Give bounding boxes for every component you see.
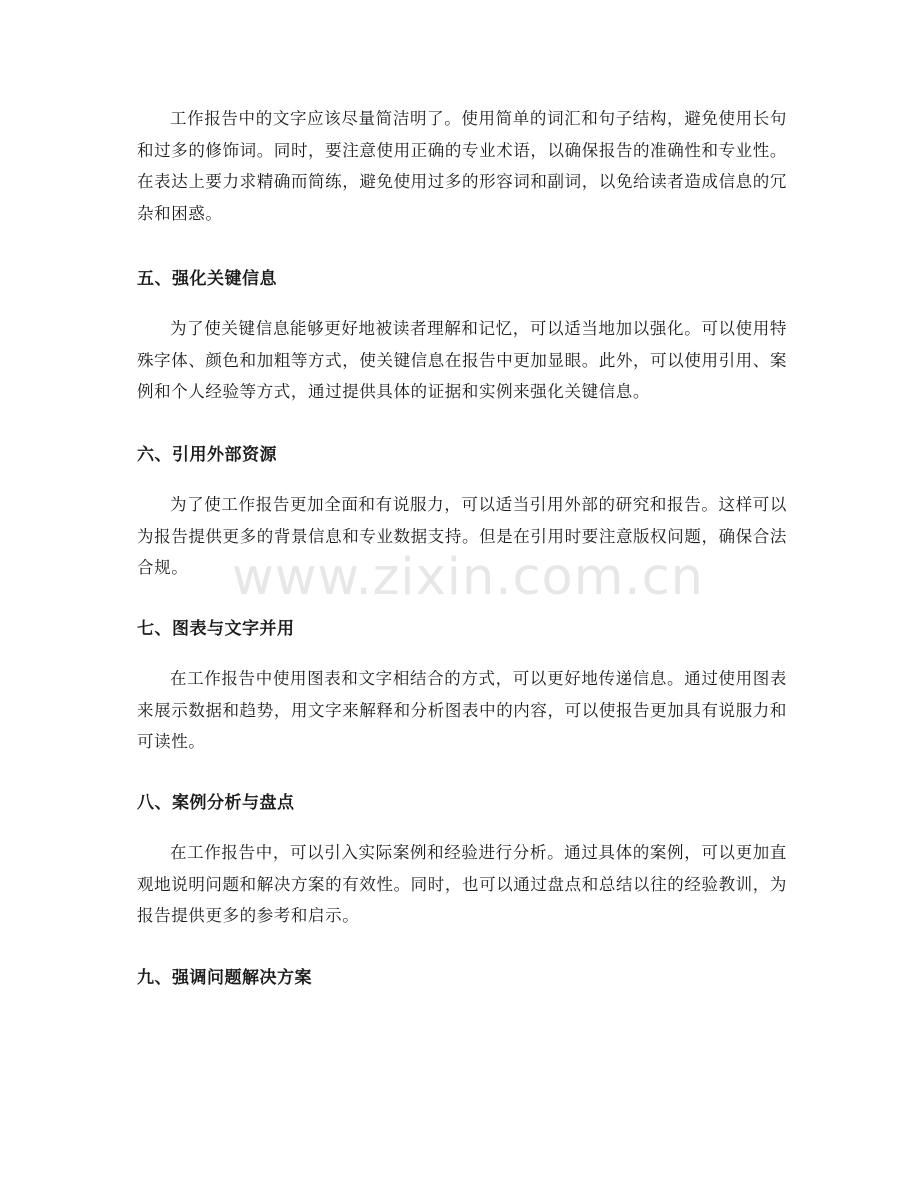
heading-section-9: 九、强调问题解决方案 xyxy=(137,968,312,988)
paragraph-section-6: 为了使工作报告更加全面和有说服力，可以适当引用外部的研究和报告。这样可以为报告提供更多的背景信息和专业数据支持。但是在引用时要注意版权问题，确保合法合规。 xyxy=(137,495,787,577)
paragraph-concise-writing: 工作报告中的文字应该尽量简洁明了。使用简单的词汇和句子结构，避免使用长句和过多的修饰词。同时，要注意使用正确的专业术语，以确保报告的准确性和专业性。在表达上要力求精确而简练，避免使用过多的形容词和副词，以免给读者造成信息的冗杂和困惑。 xyxy=(137,109,787,223)
paragraph-section-8: 在工作报告中，可以引入实际案例和经验进行分析。通过具体的案例，可以更加直观地说明问题和解决方案的有效性。同时，也可以通过盘点和总结以往的经验教训，为报告提供更多的参考和启示。 xyxy=(137,843,787,925)
paragraph-section-7: 在工作报告中使用图表和文字相结合的方式，可以更好地传递信息。通过使用图表来展示数据和趋势，用文字来解释和分析图表中的内容，可以使报告更加具有说服力和可读性。 xyxy=(137,669,787,751)
heading-section-6: 六、引用外部资源 xyxy=(137,445,277,465)
heading-section-8: 八、案例分析与盘点 xyxy=(137,793,295,813)
heading-section-5: 五、强化关键信息 xyxy=(137,269,277,289)
heading-section-7: 七、图表与文字并用 xyxy=(137,619,295,639)
paragraph-section-5: 为了使关键信息能够更好地被读者理解和记忆，可以适当地加以强化。可以使用特殊字体、颜色和加粗等方式，使关键信息在报告中更加显眼。此外，可以使用引用、案例和个人经验等方式，通过提供具体的证据和实例来强化关键信息。 xyxy=(137,319,787,401)
watermark: www.zixin.com.cn xyxy=(232,548,704,607)
